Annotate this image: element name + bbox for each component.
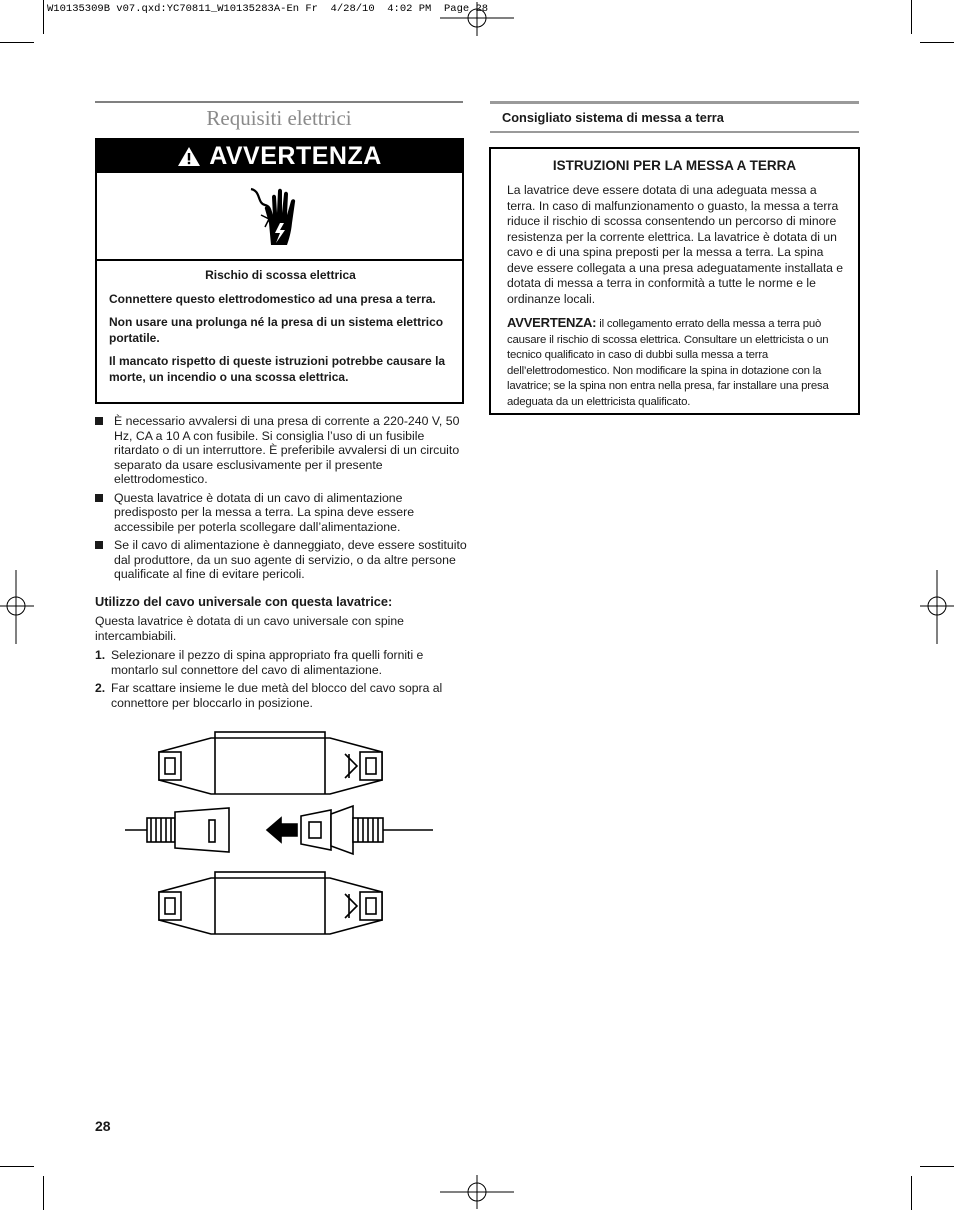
- crop-mark: [0, 1166, 34, 1167]
- box-warning: [507, 315, 844, 410]
- warning-label: AVVERTENZA:: [507, 315, 597, 330]
- crop-mark: [920, 1166, 954, 1167]
- crop-mark: [911, 1176, 912, 1210]
- print-slug: W10135309B v07.qxd:YC70811_W10135283A-En Fr 4/28/10 4:02 PM Page 28: [47, 3, 489, 15]
- section-title: Requisiti elettrici: [206, 106, 352, 130]
- grounding-heading: Consigliato sistema di messa a terra: [502, 110, 724, 125]
- step-item: 2. Far scattare insieme le due metà del blocco del cavo sopra al connettore per bloccarlo in posizione.: [95, 681, 443, 710]
- list-item: È necessario avvalersi di una presa di corrente a 220-240 V, 50 Hz, CA a 10 A con fusibile. Si consiglia l’uso di un fusibile ritardato o di un interruttore. È preferibile avvalersi di un circuito separato da usare esclusivamente per il presente elettrodomestico.: [95, 414, 467, 487]
- crop-mark: [920, 42, 954, 43]
- crop-mark: [43, 1176, 44, 1210]
- risk-title: Rischio di scossa elettrica: [205, 268, 356, 282]
- cord-intro: Questa lavatrice è dotata di un cavo universale con spine intercambiabili.: [95, 614, 404, 643]
- list-item: Se il cavo di alimentazione è danneggiato, deve essere sostituito dal produttore, da un suo agente di servizio, o da altre persone qualificate al fine di evitare pericoli.: [95, 538, 467, 582]
- section-rule: [490, 131, 859, 133]
- box-title: ISTRUZIONI PER LA MESSA A TERRA: [552, 158, 797, 173]
- registration-mark-icon: [920, 570, 954, 644]
- cord-heading: Utilizzo del cavo universale con questa lavatrice:: [95, 594, 393, 609]
- electric-shock-hand-icon: [247, 183, 307, 249]
- cord-block-illustration: [125, 728, 435, 948]
- warning-text: il collegamento errato della messa a terra può causare il rischio di scossa elettrica. Consultare un elettricista o un tecnico qualificato in caso di dubbi sulla messa a terra dell’elettrodomestico. Non modificare la spina in dotazione con la lavatrice; se la spina non entra nella presa, far installare una presa adeguata da un elettricista qualificato.: [507, 318, 829, 408]
- cord-block-bottom-half: [159, 872, 382, 934]
- warning-box: [95, 138, 464, 404]
- page-number: 28: [95, 1118, 111, 1134]
- crop-mark: [911, 0, 912, 34]
- warning-line: Non usare una prolunga né la presa di un sistema elettrico portatile.: [109, 315, 444, 345]
- warning-line: Il mancato rispetto di queste istruzioni potrebbe causare la morte, un incendio o una scossa elettrica.: [109, 354, 446, 384]
- cord-steps: [95, 648, 465, 714]
- warning-line: Connettere questo elettrodomestico ad una presa a terra.: [109, 291, 436, 306]
- warning-title: AVVERTENZA: [209, 142, 382, 170]
- crop-mark: [0, 42, 34, 43]
- warning-text: [109, 268, 452, 393]
- crop-mark: [43, 0, 44, 34]
- bullet-square-icon: [95, 417, 103, 425]
- requirements-list: [95, 414, 467, 586]
- box-body: La lavatrice deve essere dotata di una adeguata messa a terra. In caso di malfunzionamento o guasto, la messa a terra riduce il rischio di scossa consentendo un percorso di minore resistenza per la corrente elettrica. La lavatrice è dotata di un cavo e di una spina preposti per la messa a terra. La spina deve essere collegata a una presa adeguatamente installata e dotata di messa a terra in conformità a tutte le norme e le ordinanze locali.: [507, 183, 844, 306]
- step-item: 1. Selezionare il pezzo di spina appropriato fra quelli forniti e montarlo sul connettore del cavo di alimentazione.: [95, 648, 424, 677]
- registration-mark-icon: [0, 570, 34, 644]
- shock-hazard-pictogram: [97, 173, 462, 261]
- plug-and-connector: [125, 806, 433, 854]
- registration-mark-icon: [440, 2, 514, 36]
- bullet-square-icon: [95, 541, 103, 549]
- bullet-square-icon: [95, 494, 103, 502]
- warning-triangle-icon: [177, 146, 201, 167]
- grounding-instructions-box: [489, 147, 860, 415]
- section-rule: [490, 101, 859, 104]
- cord-block-top-half: [159, 732, 382, 794]
- registration-mark-icon: [440, 1175, 514, 1209]
- section-rule: [95, 101, 463, 103]
- list-item: Questa lavatrice è dotata di un cavo di alimentazione predisposto per la messa a terra. La spina deve essere accessibile per poterla scollegare dall’alimentazione.: [95, 491, 467, 535]
- warning-header: [97, 140, 462, 173]
